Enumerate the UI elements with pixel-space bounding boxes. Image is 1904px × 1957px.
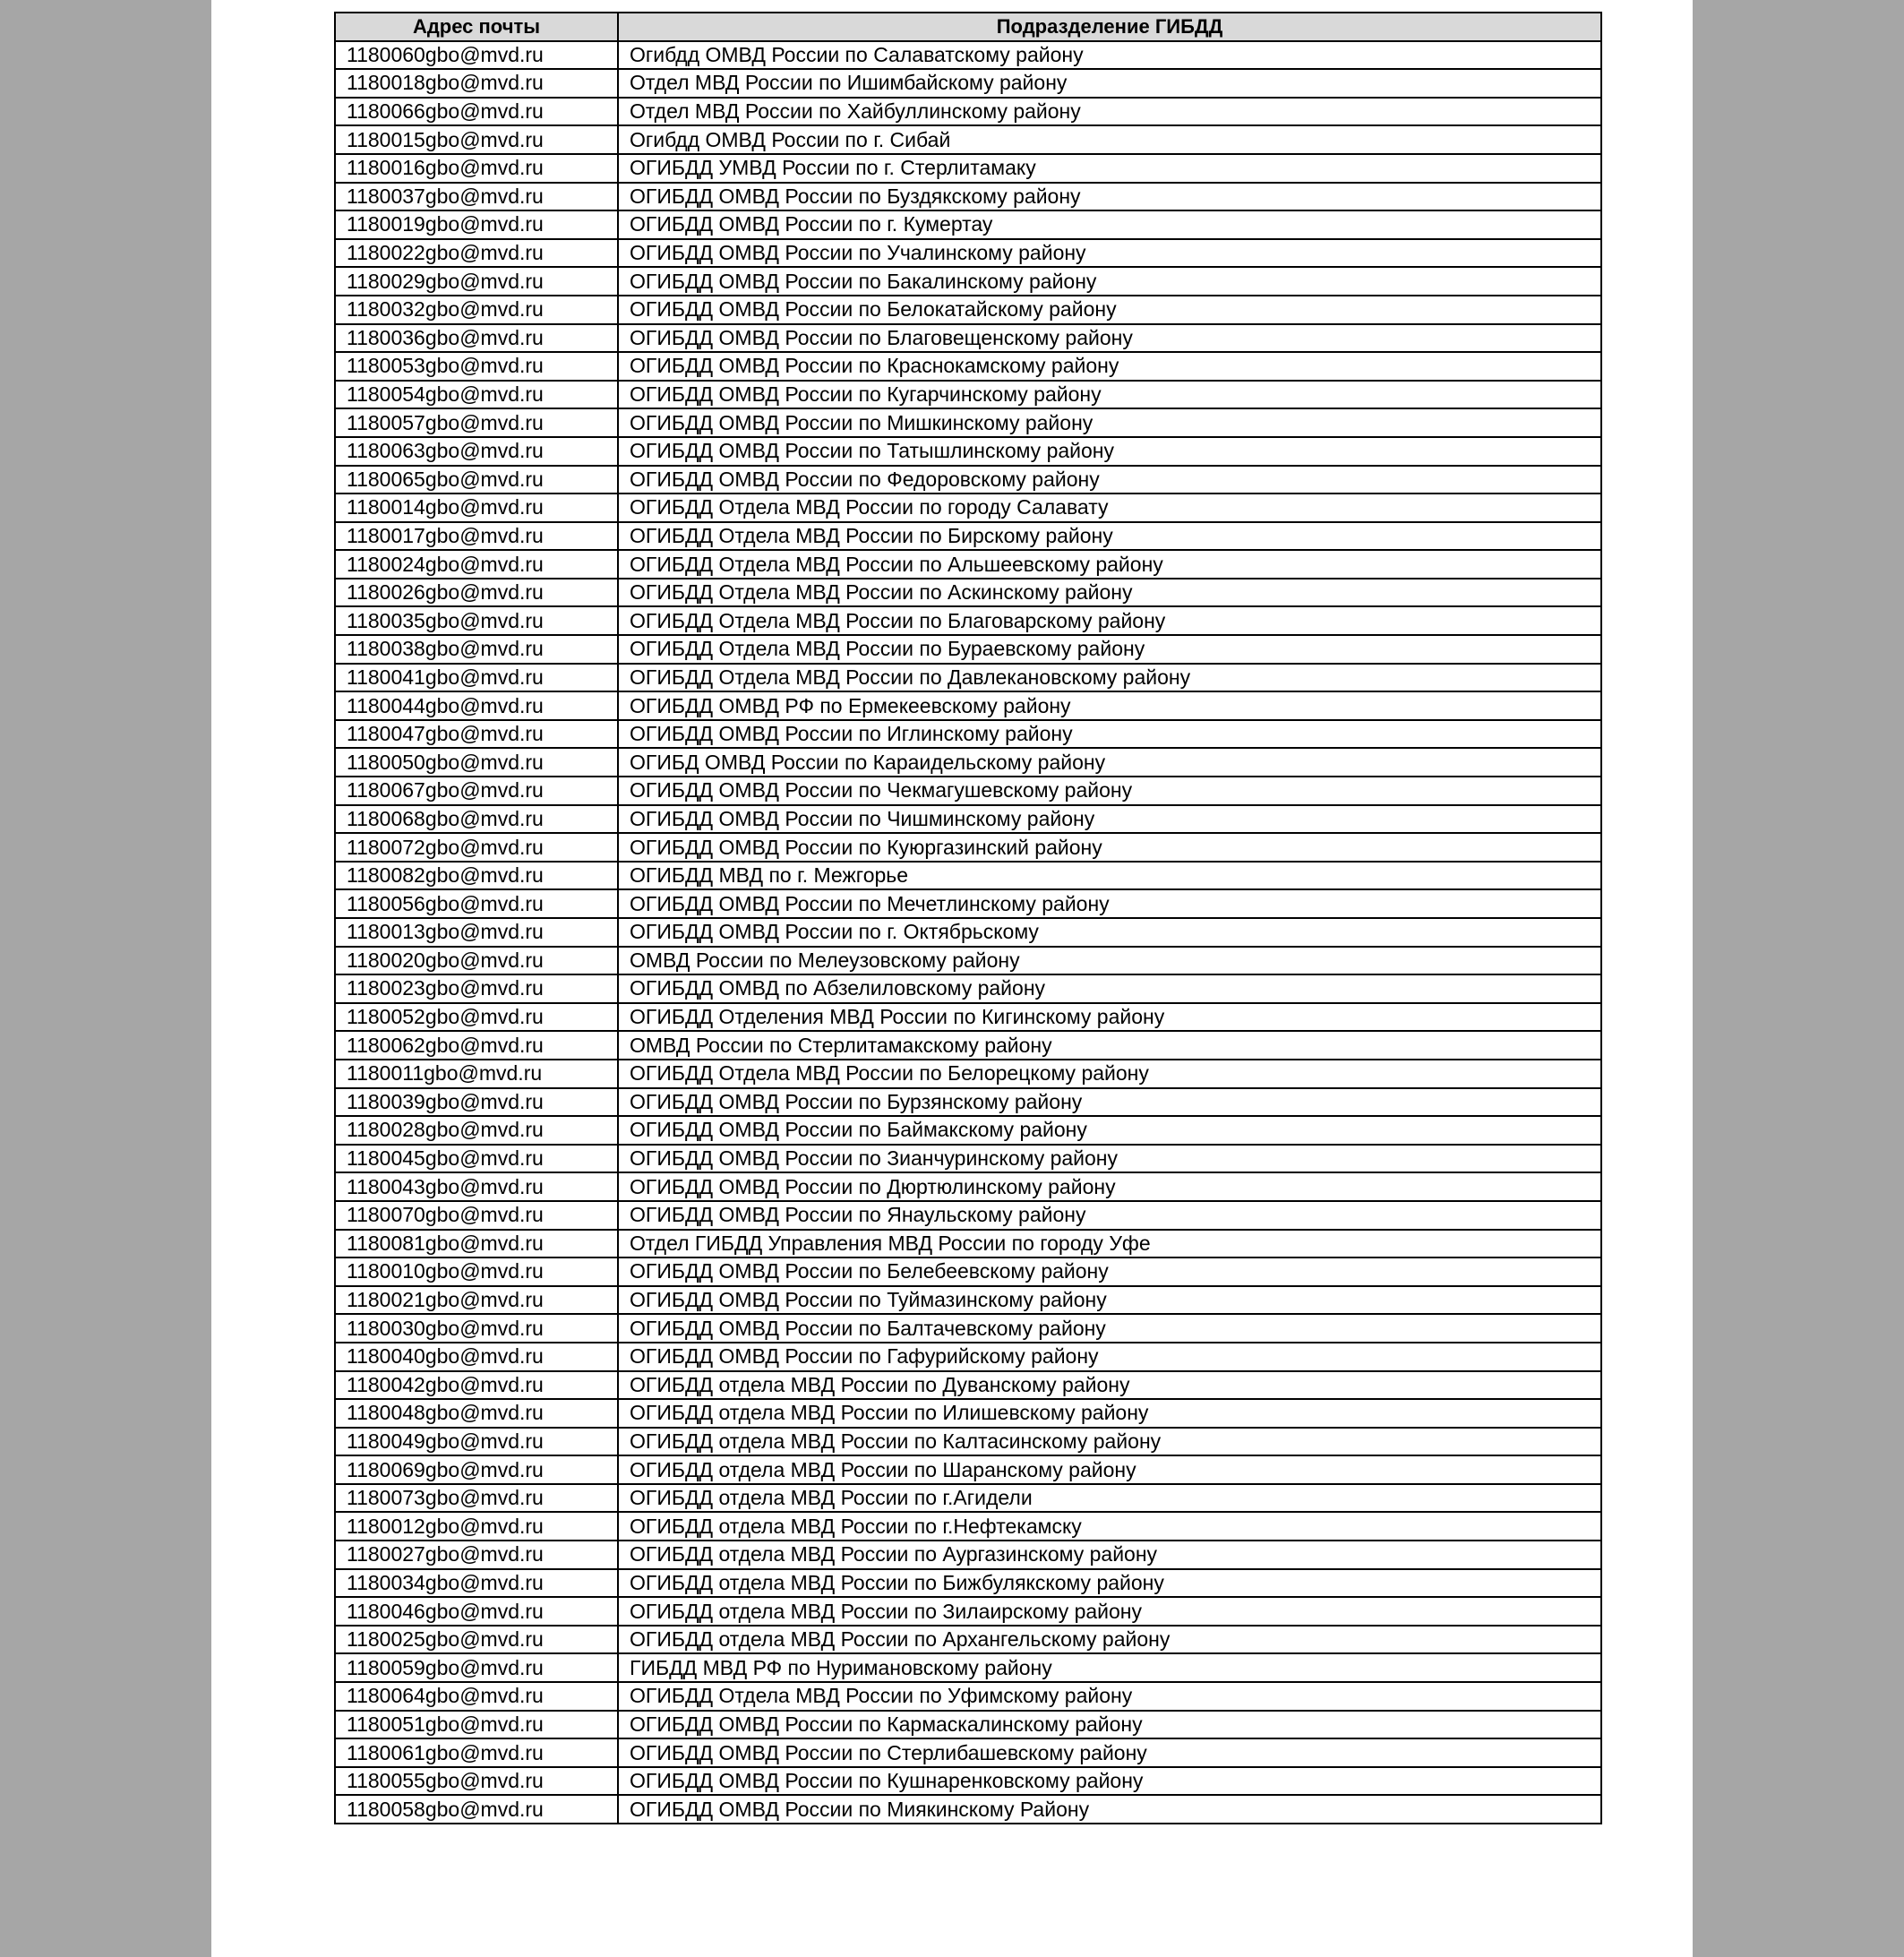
table-row — [335, 1428, 1601, 1456]
department-cell: ОГИБДД ОМВД России по Туймазинскому району — [618, 1286, 1601, 1315]
table-row — [335, 579, 1601, 607]
email-cell: 1180047gbo@mvd.ru — [335, 720, 618, 749]
table-row — [335, 1371, 1601, 1400]
table-row — [335, 1399, 1601, 1428]
department-cell: ОГИБДД Отдела МВД России по городу Салавату — [618, 494, 1601, 522]
department-cell: Отдел МВД России по Хайбуллинскому району — [618, 98, 1601, 126]
department-cell: ОГИБДД ОМВД РФ по Ермекеевскому району — [618, 691, 1601, 720]
department-cell: Огибдд ОМВД России по г. Сибай — [618, 125, 1601, 154]
department-cell: ОГИБДД ОМВД России по Благовещенскому району — [618, 324, 1601, 353]
department-cell: ОГИБДД отдела МВД России по г.Агидели — [618, 1484, 1601, 1513]
table-row — [335, 408, 1601, 437]
table-row — [335, 522, 1601, 551]
email-cell: 1180064gbo@mvd.ru — [335, 1682, 618, 1711]
table-row — [335, 1455, 1601, 1484]
table-row — [335, 466, 1601, 494]
department-cell: ОГИБДД ОМВД России по Краснокамскому району — [618, 352, 1601, 381]
department-cell: ОГИБДД отдела МВД России по г.Нефтекамску — [618, 1512, 1601, 1541]
department-cell: ОГИБДД ОМВД России по г. Октябрьскому — [618, 918, 1601, 947]
email-cell: 1180037gbo@mvd.ru — [335, 183, 618, 211]
table-row — [335, 833, 1601, 862]
email-cell: 1180062gbo@mvd.ru — [335, 1031, 618, 1060]
table-row — [335, 210, 1601, 239]
email-cell: 1180072gbo@mvd.ru — [335, 833, 618, 862]
department-cell: ОГИБДД Отделения МВД России по Кигинскому району — [618, 1003, 1601, 1032]
table-row — [335, 1172, 1601, 1201]
table-row — [335, 1541, 1601, 1569]
email-cell: 1180057gbo@mvd.ru — [335, 408, 618, 437]
email-cell: 1180017gbo@mvd.ru — [335, 522, 618, 551]
department-cell: ОГИБДД ОМВД России по Мечетлинскому району — [618, 889, 1601, 918]
email-cell: 1180081gbo@mvd.ru — [335, 1230, 618, 1258]
table-row — [335, 381, 1601, 409]
department-cell: ОГИБДД ОМВД по Абзелиловскому району — [618, 974, 1601, 1003]
department-cell: ОГИБДД ОМВД России по Белебеевскому району — [618, 1257, 1601, 1286]
table-row — [335, 889, 1601, 918]
department-cell: ОГИБДД ОМВД России по Учалинскому району — [618, 239, 1601, 268]
department-cell: ОГИБДД ОМВД России по Бурзянскому району — [618, 1088, 1601, 1117]
table-row — [335, 974, 1601, 1003]
email-cell: 1180018gbo@mvd.ru — [335, 69, 618, 98]
email-cell: 1180030gbo@mvd.ru — [335, 1314, 618, 1343]
email-cell: 1180041gbo@mvd.ru — [335, 664, 618, 692]
department-cell: ОГИБДД ОМВД России по Балтачевскому району — [618, 1314, 1601, 1343]
email-cell: 1180073gbo@mvd.ru — [335, 1484, 618, 1513]
department-cell: ОГИБДД ОМВД России по Янаульскому району — [618, 1201, 1601, 1230]
email-cell: 1180060gbo@mvd.ru — [335, 41, 618, 70]
table-row — [335, 1230, 1601, 1258]
table-row — [335, 720, 1601, 749]
department-cell: ОГИБДД ОМВД России по Чишминскому району — [618, 805, 1601, 834]
table-row — [335, 1653, 1601, 1682]
email-cell: 1180024gbo@mvd.ru — [335, 550, 618, 579]
department-cell: ОГИБДД МВД по г. Межгорье — [618, 862, 1601, 890]
email-cell: 1180061gbo@mvd.ru — [335, 1738, 618, 1767]
email-cell: 1180067gbo@mvd.ru — [335, 777, 618, 805]
email-cell: 1180043gbo@mvd.ru — [335, 1172, 618, 1201]
email-cell: 1180065gbo@mvd.ru — [335, 466, 618, 494]
department-cell: ОГИБДД ОМВД России по Федоровскому району — [618, 466, 1601, 494]
table-row — [335, 183, 1601, 211]
table-row — [335, 1767, 1601, 1796]
email-cell: 1180029gbo@mvd.ru — [335, 267, 618, 296]
table-row — [335, 1597, 1601, 1626]
table-header-row — [335, 13, 1601, 41]
email-cell: 1180056gbo@mvd.ru — [335, 889, 618, 918]
table-row — [335, 862, 1601, 890]
table-row — [335, 41, 1601, 70]
department-cell: ОГИБДД отдела МВД России по Шаранскому району — [618, 1455, 1601, 1484]
email-cell: 1180054gbo@mvd.ru — [335, 381, 618, 409]
table-row — [335, 550, 1601, 579]
department-cell: ОГИБДД Отдела МВД России по Давлекановскому району — [618, 664, 1601, 692]
table-row — [335, 1116, 1601, 1145]
table-row — [335, 1738, 1601, 1767]
table-row — [335, 1343, 1601, 1371]
email-cell: 1180063gbo@mvd.ru — [335, 437, 618, 466]
department-cell: ОГИБДД ОМВД России по Миякинскому Району — [618, 1795, 1601, 1824]
email-cell: 1180058gbo@mvd.ru — [335, 1795, 618, 1824]
table-row — [335, 606, 1601, 635]
table-row — [335, 748, 1601, 777]
table-row — [335, 1031, 1601, 1060]
email-cell: 1180051gbo@mvd.ru — [335, 1711, 618, 1739]
department-cell: ОГИБДД отдела МВД России по Дуванскому району — [618, 1371, 1601, 1400]
email-cell: 1180048gbo@mvd.ru — [335, 1399, 618, 1428]
department-cell: ГИБДД МВД РФ по Нуримановскому району — [618, 1653, 1601, 1682]
document-page — [211, 0, 1693, 1957]
department-cell: ОГИБДД ОМВД России по Мишкинскому району — [618, 408, 1601, 437]
email-cell: 1180032gbo@mvd.ru — [335, 296, 618, 324]
department-cell: ОГИБДД ОМВД России по Белокатайскому району — [618, 296, 1601, 324]
email-cell: 1180019gbo@mvd.ru — [335, 210, 618, 239]
email-cell: 1180050gbo@mvd.ru — [335, 748, 618, 777]
email-cell: 1180039gbo@mvd.ru — [335, 1088, 618, 1117]
department-cell: ОГИБДД Отдела МВД России по Благоварскому району — [618, 606, 1601, 635]
table-row — [335, 1201, 1601, 1230]
department-cell: ОГИБДД отдела МВД России по Архангельскому району — [618, 1626, 1601, 1654]
table-row — [335, 239, 1601, 268]
table-row — [335, 1711, 1601, 1739]
department-cell: ОГИБДД ОМВД России по Гафурийскому району — [618, 1343, 1601, 1371]
table-row — [335, 154, 1601, 183]
table-row — [335, 1569, 1601, 1598]
email-cell: 1180082gbo@mvd.ru — [335, 862, 618, 890]
table-row — [335, 1145, 1601, 1173]
contacts-table — [334, 12, 1602, 1824]
department-cell: ОГИБДД ОМВД России по Чекмагушевскому району — [618, 777, 1601, 805]
table-row — [335, 98, 1601, 126]
email-cell: 1180068gbo@mvd.ru — [335, 805, 618, 834]
table-row — [335, 1003, 1601, 1032]
department-cell: ОГИБДД ОМВД России по Татышлинскому району — [618, 437, 1601, 466]
table-row — [335, 1060, 1601, 1088]
email-cell: 1180023gbo@mvd.ru — [335, 974, 618, 1003]
table-row — [335, 267, 1601, 296]
table-row — [335, 296, 1601, 324]
email-cell: 1180025gbo@mvd.ru — [335, 1626, 618, 1654]
email-cell: 1180053gbo@mvd.ru — [335, 352, 618, 381]
department-cell: ОГИБДД Отдела МВД России по Уфимскому району — [618, 1682, 1601, 1711]
email-cell: 1180022gbo@mvd.ru — [335, 239, 618, 268]
department-cell: ОГИБДД ОМВД России по Баймакскому району — [618, 1116, 1601, 1145]
table-row — [335, 777, 1601, 805]
department-cell: ОГИБДД ОМВД России по г. Кумертау — [618, 210, 1601, 239]
email-cell: 1180010gbo@mvd.ru — [335, 1257, 618, 1286]
department-cell: ОГИБДД ОМВД России по Кушнаренковскому району — [618, 1767, 1601, 1796]
department-cell: ОГИБДД отдела МВД России по Илишевскому району — [618, 1399, 1601, 1428]
department-cell: ОГИБДД ОМВД России по Буздякскому району — [618, 183, 1601, 211]
email-cell: 1180042gbo@mvd.ru — [335, 1371, 618, 1400]
email-cell: 1180066gbo@mvd.ru — [335, 98, 618, 126]
department-cell: ОГИБДД УМВД России по г. Стерлитамаку — [618, 154, 1601, 183]
department-cell: ОМВД России по Мелеузовскому району — [618, 947, 1601, 975]
table-row — [335, 1795, 1601, 1824]
email-cell: 1180012gbo@mvd.ru — [335, 1512, 618, 1541]
department-cell: ОГИБДД Отдела МВД России по Бураевскому району — [618, 635, 1601, 664]
email-cell: 1180021gbo@mvd.ru — [335, 1286, 618, 1315]
table-row — [335, 324, 1601, 353]
table-row — [335, 1512, 1601, 1541]
department-cell: ОГИБДД Отдела МВД России по Бирскому району — [618, 522, 1601, 551]
email-cell: 1180034gbo@mvd.ru — [335, 1569, 618, 1598]
department-cell: ОГИБДД ОМВД России по Зианчуринскому району — [618, 1145, 1601, 1173]
table-row — [335, 1484, 1601, 1513]
department-cell: ОГИБДД отдела МВД России по Аургазинскому району — [618, 1541, 1601, 1569]
email-cell: 1180045gbo@mvd.ru — [335, 1145, 618, 1173]
email-cell: 1180014gbo@mvd.ru — [335, 494, 618, 522]
table-row — [335, 1314, 1601, 1343]
department-cell: ОГИБДД Отдела МВД России по Альшеевскому району — [618, 550, 1601, 579]
table-row — [335, 805, 1601, 834]
email-cell: 1180026gbo@mvd.ru — [335, 579, 618, 607]
email-cell: 1180044gbo@mvd.ru — [335, 691, 618, 720]
email-cell: 1180013gbo@mvd.ru — [335, 918, 618, 947]
department-cell: ОГИБДД ОМВД России по Куюргазинский району — [618, 833, 1601, 862]
department-cell: ОГИБДД ОМВД России по Бакалинскому району — [618, 267, 1601, 296]
table-row — [335, 635, 1601, 664]
table-row — [335, 1257, 1601, 1286]
table-row — [335, 437, 1601, 466]
email-cell: 1180016gbo@mvd.ru — [335, 154, 618, 183]
table-row — [335, 1682, 1601, 1711]
email-cell: 1180055gbo@mvd.ru — [335, 1767, 618, 1796]
email-cell: 1180028gbo@mvd.ru — [335, 1116, 618, 1145]
email-cell: 1180011gbo@mvd.ru — [335, 1060, 618, 1088]
department-cell: ОГИБДД отдела МВД России по Зилаирскому району — [618, 1597, 1601, 1626]
email-cell: 1180036gbo@mvd.ru — [335, 324, 618, 353]
table-row — [335, 1626, 1601, 1654]
email-cell: 1180038gbo@mvd.ru — [335, 635, 618, 664]
email-cell: 1180027gbo@mvd.ru — [335, 1541, 618, 1569]
column-header-department: Подразделение ГИБДД — [618, 13, 1601, 41]
table-row — [335, 1286, 1601, 1315]
table-row — [335, 691, 1601, 720]
department-cell: ОГИБДД ОМВД России по Дюртюлинскому району — [618, 1172, 1601, 1201]
department-cell: ОГИБДД отдела МВД России по Бижбулякскому району — [618, 1569, 1601, 1598]
department-cell: Огибдд ОМВД России по Салаватскому району — [618, 41, 1601, 70]
email-cell: 1180052gbo@mvd.ru — [335, 1003, 618, 1032]
table-row — [335, 947, 1601, 975]
department-cell: ОГИБДД ОМВД России по Кугарчинскому району — [618, 381, 1601, 409]
email-cell: 1180040gbo@mvd.ru — [335, 1343, 618, 1371]
table-row — [335, 918, 1601, 947]
table-row — [335, 664, 1601, 692]
email-cell: 1180059gbo@mvd.ru — [335, 1653, 618, 1682]
table-row — [335, 69, 1601, 98]
email-cell: 1180035gbo@mvd.ru — [335, 606, 618, 635]
department-cell: ОМВД России по Стерлитамакскому району — [618, 1031, 1601, 1060]
department-cell: ОГИБДД Отдела МВД России по Аскинскому району — [618, 579, 1601, 607]
table-row — [335, 125, 1601, 154]
department-cell: ОГИБД ОМВД России по Караидельскому району — [618, 748, 1601, 777]
table-row — [335, 1088, 1601, 1117]
department-cell: Отдел МВД России по Ишимбайскому району — [618, 69, 1601, 98]
email-cell: 1180015gbo@mvd.ru — [335, 125, 618, 154]
email-cell: 1180020gbo@mvd.ru — [335, 947, 618, 975]
department-cell: ОГИБДД ОМВД России по Стерлибашевскому району — [618, 1738, 1601, 1767]
table-body — [335, 41, 1601, 1824]
table-row — [335, 494, 1601, 522]
email-cell: 1180069gbo@mvd.ru — [335, 1455, 618, 1484]
table-row — [335, 352, 1601, 381]
department-cell: ОГИБДД ОМВД России по Иглинскому району — [618, 720, 1601, 749]
department-cell: ОГИБДД отдела МВД России по Калтасинскому району — [618, 1428, 1601, 1456]
department-cell: ОГИБДД ОМВД России по Кармаскалинскому району — [618, 1711, 1601, 1739]
department-cell: Отдел ГИБДД Управления МВД России по городу Уфе — [618, 1230, 1601, 1258]
email-cell: 1180046gbo@mvd.ru — [335, 1597, 618, 1626]
column-header-email: Адрес почты — [335, 13, 618, 41]
email-cell: 1180070gbo@mvd.ru — [335, 1201, 618, 1230]
email-cell: 1180049gbo@mvd.ru — [335, 1428, 618, 1456]
department-cell: ОГИБДД Отдела МВД России по Белорецкому району — [618, 1060, 1601, 1088]
